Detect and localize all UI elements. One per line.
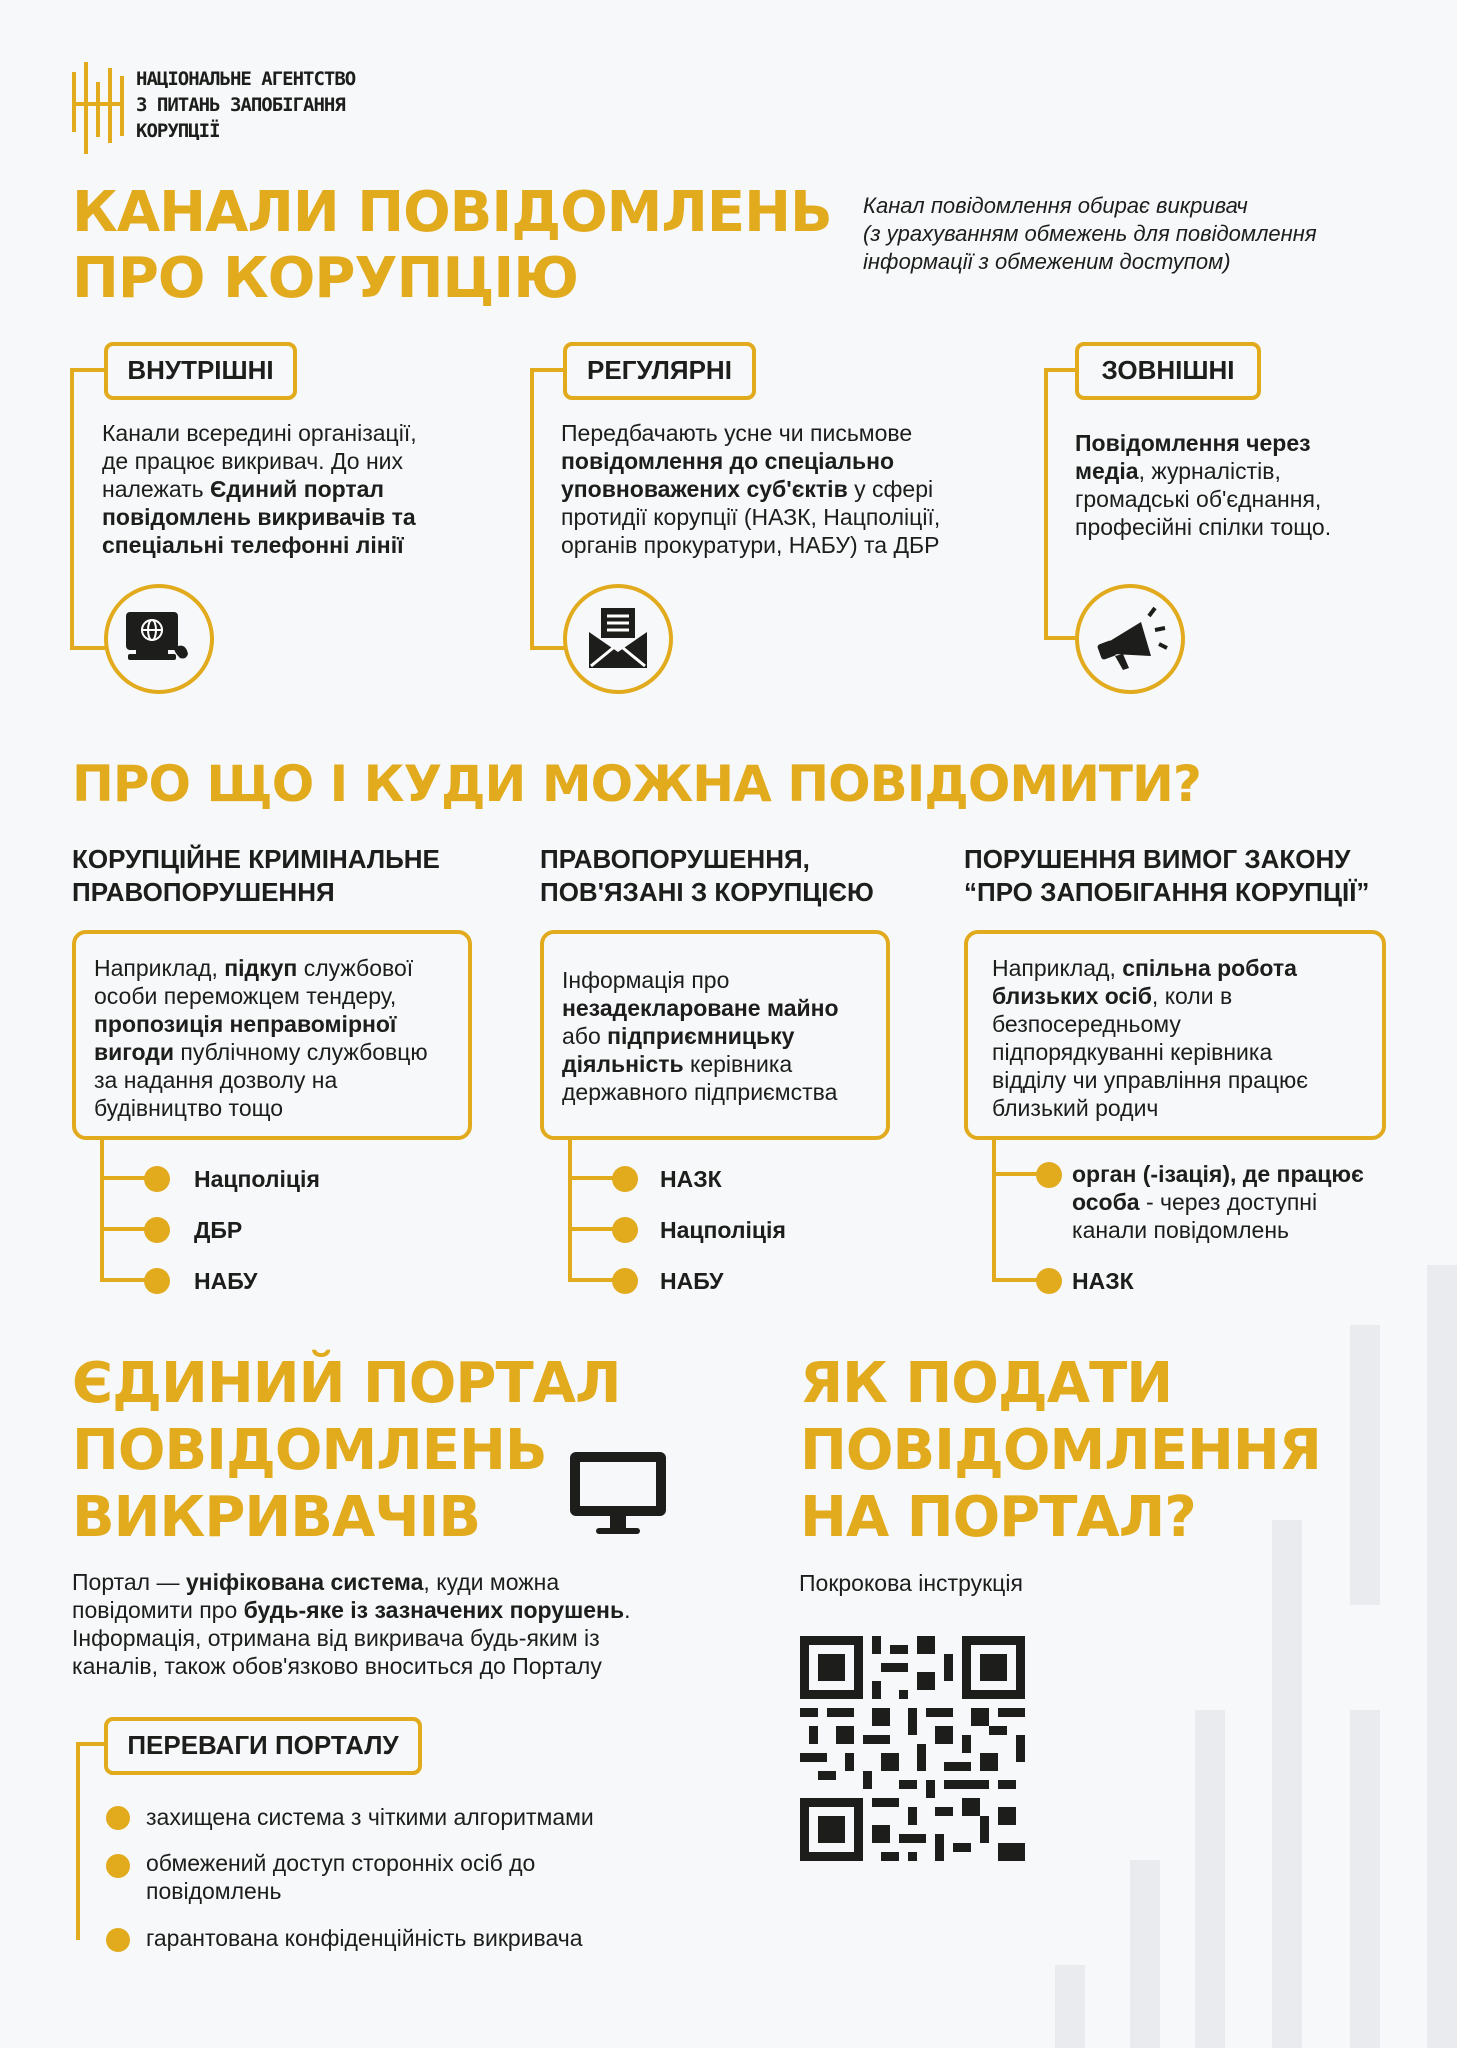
text-line <box>102 475 417 503</box>
authority-item: ДБР <box>194 1217 243 1243</box>
text-line <box>992 982 1358 1010</box>
text-span: близьких осіб <box>992 983 1152 1009</box>
bullet-dot <box>106 1854 130 1878</box>
text-line: громадські об'єднання, <box>1075 486 1322 512</box>
text-span: , коли в <box>1151 983 1233 1009</box>
text-line: повідомлень <box>146 1878 282 1904</box>
connector-line <box>568 1130 572 1282</box>
bullet-dot <box>612 1217 638 1243</box>
text-line <box>102 531 417 559</box>
portal-title <box>72 1350 621 1551</box>
channel-note <box>863 192 1317 276</box>
text-line: Канали всередині організації, <box>102 420 417 446</box>
authority-item <box>1072 1160 1364 1244</box>
decor-bar <box>1195 1710 1225 2048</box>
text-span: особа <box>1072 1189 1140 1215</box>
text-line: Інформація, отримана від викривача будь-яким із <box>72 1625 600 1651</box>
text-span: - через доступні <box>1139 1189 1318 1215</box>
text-line: безпосередньому <box>992 1011 1181 1037</box>
text-line: за надання дозволу на <box>94 1067 338 1093</box>
category-card <box>72 930 472 1140</box>
connector-line <box>76 1742 106 1746</box>
category-heading <box>540 843 874 909</box>
text-span: , журналістів, <box>1138 458 1281 484</box>
text-span: медіа <box>1075 458 1139 484</box>
text-line: близький родич <box>992 1095 1159 1121</box>
text-line: де працює викривач. До них <box>102 448 404 474</box>
category-card <box>964 930 1386 1140</box>
connector-line <box>100 1130 104 1282</box>
text-span: уповноважених суб'єктів <box>561 476 848 502</box>
text-span: керівника <box>683 1051 793 1077</box>
text-span: будь-яке із зазначених порушень <box>243 1597 625 1623</box>
howto-title-line: НА ПОРТАЛ? <box>800 1485 1196 1550</box>
bullet-dot <box>1036 1268 1062 1294</box>
text-span: Наприклад, <box>992 955 1123 981</box>
text-line <box>562 994 868 1022</box>
howto-subtitle: Покрокова інструкція <box>799 1570 1023 1596</box>
howto-title-line: ЯК ПОДАТИ <box>800 1351 1173 1416</box>
text-line <box>94 1038 450 1066</box>
text-line: протидії корупції (НАЗК, Нацполіції, <box>561 504 941 530</box>
portal-title-line: ВИКРИВАЧІВ <box>72 1485 481 1550</box>
text-span: службової <box>297 955 414 981</box>
text-line: професійні спілки тощо. <box>1075 514 1332 540</box>
text-span: належать <box>102 476 211 502</box>
text-line: Передбачають усне чи письмове <box>561 420 913 446</box>
portal-description <box>72 1568 630 1680</box>
text-line: Інформація про <box>562 967 730 993</box>
text-line: органів прокуратури, НАБУ) та ДБР <box>561 532 940 558</box>
text-span: у сфері <box>847 476 934 502</box>
bullet-dot <box>612 1166 638 1192</box>
text-line: будівництво тощо <box>94 1095 284 1121</box>
text-span: повідомлень викривачів та <box>102 504 416 530</box>
decor-bar <box>1350 1710 1380 2048</box>
text-line <box>72 1568 630 1596</box>
page-title-line: КАНАЛИ ПОВІДОМЛЕНЬ <box>72 180 832 245</box>
agency-line: З ПИТАНЬ ЗАПОБІГАННЯ <box>136 94 345 116</box>
text-line <box>94 1010 450 1038</box>
bullet-dot <box>144 1166 170 1192</box>
text-span: . <box>624 1597 631 1623</box>
text-line <box>72 1596 630 1624</box>
text-span: , куди можна <box>423 1569 560 1595</box>
advantages-label: ПЕРЕВАГИ ПОРТАЛУ <box>104 1717 422 1775</box>
text-line: відділу чи управління працює <box>992 1067 1309 1093</box>
connector-line <box>70 368 74 650</box>
category-heading <box>72 843 440 909</box>
megaphone-icon <box>1079 588 1181 690</box>
connector-line <box>992 1130 996 1282</box>
qr-code[interactable] <box>800 1636 1025 1861</box>
authority-item: НАЗК <box>1072 1268 1134 1294</box>
text-span: підприємницьку <box>607 1023 795 1049</box>
text-span: діяльність <box>562 1051 684 1077</box>
note-line: Канал повідомлення обирає викривач <box>863 193 1248 218</box>
text-span: уніфікована система <box>185 1569 424 1595</box>
channel-text-regular <box>561 419 940 559</box>
text-line: обмежений доступ сторонніх осіб до <box>146 1850 536 1876</box>
text-span: спільна робота <box>1122 955 1297 981</box>
text-line <box>562 1022 868 1050</box>
text-span: Наприклад, <box>94 955 225 981</box>
connector-line <box>1044 368 1078 372</box>
heading-line: ПРАВОПОРУШЕННЯ, <box>540 844 810 874</box>
authority-item: НАЗК <box>660 1166 722 1192</box>
heading-line: ПРАВОПОРУШЕННЯ <box>72 877 335 907</box>
connector-line <box>530 368 566 372</box>
text-span: публічному службовцю <box>174 1039 428 1065</box>
text-line: державного підприємства <box>562 1079 838 1105</box>
portal-title-line: ЄДИНИЙ ПОРТАЛ <box>72 1351 621 1416</box>
connector-line <box>70 368 106 372</box>
connector-line <box>1044 368 1048 638</box>
text-line <box>1075 457 1331 485</box>
text-line <box>562 1050 868 1078</box>
decor-bar <box>1055 1965 1085 2048</box>
advantage-item: захищена система з чіткими алгоритмами <box>146 1804 594 1830</box>
text-span: орган (-ізація), де працює <box>1072 1161 1364 1187</box>
text-span: підкуп <box>224 955 298 981</box>
channel-icon-circle <box>1075 584 1185 694</box>
decor-bar <box>1130 1860 1160 2048</box>
advantage-item: гарантована конфіденційність викривача <box>146 1925 583 1951</box>
authority-item: Нацполіція <box>194 1166 320 1192</box>
text-line <box>992 954 1358 982</box>
category-heading <box>964 843 1369 909</box>
heading-line: ПОРУШЕННЯ ВИМОГ ЗАКОНУ <box>964 844 1351 874</box>
channel-icon-circle <box>104 584 214 694</box>
text-line: каналів, також обов'язково вноситься до Порталу <box>72 1653 602 1679</box>
text-line <box>561 475 940 503</box>
decor-bar <box>1350 1325 1380 1605</box>
howto-title <box>800 1350 1321 1551</box>
bullet-dot <box>1036 1162 1062 1188</box>
decor-bar <box>1427 1265 1457 2048</box>
monitor-icon <box>568 1450 668 1538</box>
bullet-dot <box>106 1928 130 1952</box>
connector-line <box>76 1742 80 1940</box>
authority-item: НАБУ <box>194 1268 258 1294</box>
heading-line: “ПРО ЗАПОБІГАННЯ КОРУПЦІЇ” <box>964 877 1370 907</box>
agency-logo-icon <box>70 62 130 154</box>
text-span: повідомити про <box>72 1597 244 1623</box>
text-span: або <box>562 1023 608 1049</box>
envelope-icon <box>567 588 669 690</box>
text-line <box>94 954 450 982</box>
agency-line: НАЦІОНАЛЬНЕ АГЕНТСТВО <box>136 68 356 90</box>
decor-bar <box>1272 1520 1302 2048</box>
text-span: незадекларoване майно <box>562 995 839 1021</box>
channel-label-internal: ВНУТРІШНІ <box>104 342 297 400</box>
text-span: вигоди <box>94 1039 175 1065</box>
bullet-dot <box>612 1268 638 1294</box>
text-line <box>1075 429 1331 457</box>
authority-item: НАБУ <box>660 1268 724 1294</box>
howto-title-line: ПОВІДОМЛЕННЯ <box>800 1418 1321 1483</box>
heading-line: КОРУПЦІЙНЕ КРИМІНАЛЬНЕ <box>72 844 440 874</box>
text-line: канали повідомлень <box>1072 1217 1290 1243</box>
agency-line: КОРУПЦІЇ <box>136 120 220 142</box>
heading-line: ПОВ'ЯЗАНІ З КОРУПЦІЄЮ <box>540 877 874 907</box>
channel-label-regular: РЕГУЛЯРНІ <box>563 342 756 400</box>
advantage-item <box>146 1849 535 1905</box>
text-span: Повідомлення через <box>1075 430 1311 456</box>
channel-text-external <box>1075 429 1331 541</box>
text-line <box>102 503 417 531</box>
agency-name <box>136 66 355 144</box>
channel-text-internal <box>102 419 417 559</box>
text-line <box>1072 1188 1364 1216</box>
computer-phone-icon <box>108 588 210 690</box>
bullet-dot <box>144 1217 170 1243</box>
channel-label-external: ЗОВНІШНІ <box>1075 342 1261 400</box>
text-line <box>1072 1160 1364 1188</box>
text-span: пропозиція неправомірної <box>94 1011 397 1037</box>
note-line: інформації з обмеженим доступом) <box>863 249 1231 274</box>
text-line: особи переможцем тендеру, <box>94 983 397 1009</box>
text-span: спеціальні телефонні лінії <box>102 532 404 558</box>
note-line: (з урахуванням обмежень для повідомлення <box>863 221 1317 246</box>
page-title <box>72 180 832 312</box>
category-card <box>540 930 890 1140</box>
connector-line <box>530 368 534 650</box>
channel-icon-circle <box>563 584 673 694</box>
text-span: Єдиний портал <box>210 476 385 502</box>
section-title: ПРО ЩО І КУДИ МОЖНА ПОВІДОМИТИ? <box>72 755 1201 813</box>
page-title-line: ПРО КОРУПЦІЮ <box>72 246 578 311</box>
text-line <box>561 447 940 475</box>
bullet-dot <box>106 1806 130 1830</box>
text-span: повідомлення до спеціально <box>561 448 895 474</box>
text-span: Портал — <box>72 1569 186 1595</box>
text-line: підпорядкуванні керівника <box>992 1039 1273 1065</box>
bullet-dot <box>144 1268 170 1294</box>
authority-item: Нацполіція <box>660 1217 786 1243</box>
portal-title-line: ПОВІДОМЛЕНЬ <box>72 1418 547 1483</box>
